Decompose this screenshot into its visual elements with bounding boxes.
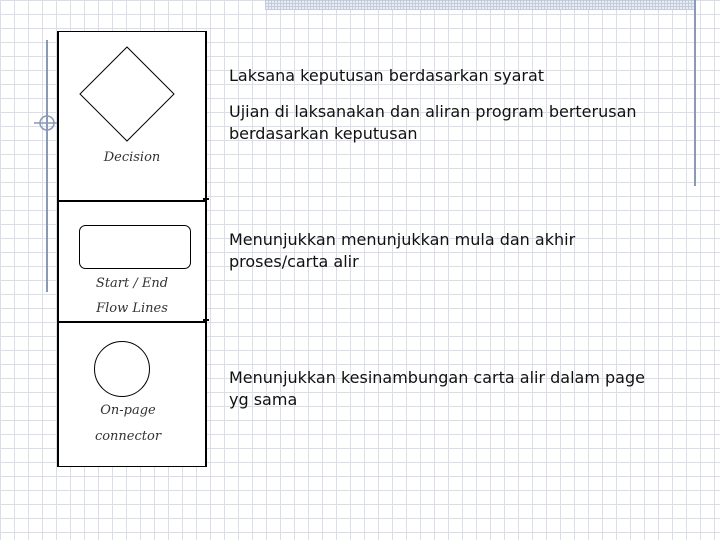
rounded-rect-terminal-shape (79, 225, 191, 269)
description-line: berdasarkan keputusan (229, 124, 418, 143)
decorative-left-rule (46, 40, 48, 292)
start-end-description (229, 229, 669, 273)
table-row-connector (59, 321, 205, 468)
decision-description-detail (229, 101, 669, 145)
start-end-symbol-label: Start / End (95, 276, 169, 291)
flowchart-symbol-table (57, 31, 207, 467)
description-line: Laksana keputusan berdasarkan syarat (229, 66, 545, 85)
description-line: Menunjukkan kesinambungan carta alir dalam page (229, 368, 645, 387)
description-line: Ujian di laksanakan dan aliran program berterusan (229, 102, 637, 121)
description-line: yg sama (229, 390, 298, 409)
decorative-top-band (265, 0, 695, 10)
table-row-start-end (59, 200, 205, 323)
connector-symbol-label: connector (94, 429, 162, 444)
connector-description (229, 367, 669, 411)
on-page-symbol-label: On-page (100, 403, 156, 418)
flow-lines-label: Flow Lines (96, 301, 168, 316)
decision-symbol-label: Decision (103, 150, 161, 165)
description-line: Menunjukkan menunjukkan mula dan akhir (229, 230, 576, 249)
table-row-decision (59, 32, 205, 200)
row-divider-tick (203, 198, 209, 200)
description-line: proses/carta alir (229, 252, 359, 271)
decision-description (229, 65, 669, 87)
diamond-decision-shape (79, 46, 175, 142)
circle-connector-shape (93, 340, 151, 398)
decorative-right-rule (694, 0, 696, 186)
row-divider-tick (203, 319, 209, 321)
